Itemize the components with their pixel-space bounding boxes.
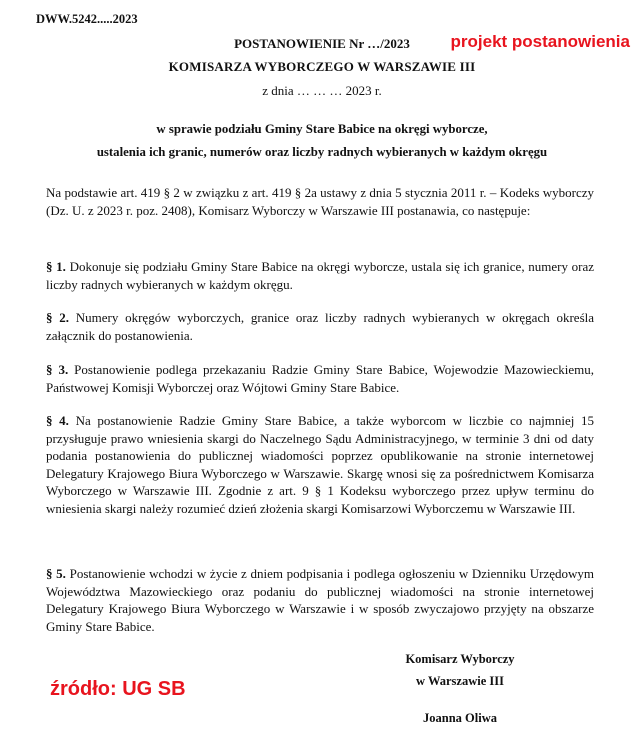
- section-3: [46, 361, 594, 396]
- date-line: z dnia … … … 2023 r.: [262, 83, 382, 98]
- section-text: Dokonuje się podziału Gminy Stare Babice na okręgi wyborcze, ustala się ich granice, numery oraz liczby radnych wybieranych w każdym okręgu.: [46, 259, 595, 292]
- section-text: Numery okręgów wyborczych, granice oraz liczby radnych wybieranych w okręgach określa załącznik do postanowienia.: [46, 310, 595, 343]
- section-text: Na postanowienie Radzie Gminy Stare Babice, a także wyborcom w liczbie co najmniej 15 przysługuje prawo wniesienia skargi do Naczelnego Sądu Administracyjnego, w terminie 3 dni od daty podania postanowienia do publicznej wiadomości poprzez opublikowanie na stronie internetowej Delegatury Krajowego Biura Wyborczego w Warszawie. Skargę wnosi się za pośrednictwem Komisarza Wyborczego w Warszawie III. Zgodnie z art. 9 § 1 Kodeksu wyborczego przez upływ terminu do wniesienia skargi należy rozumieć dzień złożenia skargi Komisarzowi Wyborczemu w Warszawie III.: [46, 413, 595, 516]
- signature-location: w Warszawie III: [416, 674, 504, 688]
- section-1: [46, 258, 594, 293]
- section-number: § 4.: [46, 413, 69, 428]
- issuer-title: KOMISARZA WYBORCZEGO W WARSZAWIE III: [168, 59, 476, 74]
- section-text: Postanowienie wchodzi w życie z dniem podpisania i podlega ogłoszeniu w Dzienniku Urzędowym Województwa Mazowieckiego oraz podaniu do publicznej wiadomości na stronie internetowej Delegatury Krajowego Biura Wyborczego w Warszawie i w sposób zwyczajowo przyjęty na obszarze Gminy Stare Babice.: [46, 566, 594, 634]
- section-number: § 1.: [46, 259, 66, 274]
- signature-title: Komisarz Wyborczy: [405, 652, 515, 666]
- section-5: [46, 565, 594, 635]
- section-text: Postanowienie podlega przekazaniu Radzie Gminy Stare Babice, Wojewodzie Mazowieckiemu, Państwowej Komisji Wyborczej oraz Wójtowi Gminy Stare Babice.: [46, 362, 595, 395]
- preamble: Na podstawie art. 419 § 2 w związku z art. 419 § 2a ustawy z dnia 5 stycznia 2011 r. – Kodeks wyborczy (Dz. U. z 2023 r. poz. 2408), Komisarz Wyborczy w Warszawie III postanawia, co następuje:: [46, 185, 594, 218]
- section-2: [46, 309, 594, 344]
- reference-number: DWW.5242.....2023: [36, 12, 138, 26]
- section-4: [46, 412, 594, 518]
- document-title: POSTANOWIENIE Nr …/2023: [234, 36, 410, 51]
- source-label: źródło: UG SB: [50, 678, 186, 700]
- section-number: § 2.: [46, 310, 69, 325]
- section-number: § 5.: [46, 566, 66, 581]
- subject-line-2: ustalenia ich granic, numerów oraz liczby radnych wybieranych w każdym okręgu: [96, 145, 548, 159]
- subject-line-1: w sprawie podziału Gminy Stare Babice na okręgi wyborcze,: [156, 122, 488, 136]
- signature-name: Joanna Oliwa: [423, 711, 497, 725]
- section-number: § 3.: [46, 362, 69, 377]
- draft-label: projekt postanowienia: [450, 32, 630, 51]
